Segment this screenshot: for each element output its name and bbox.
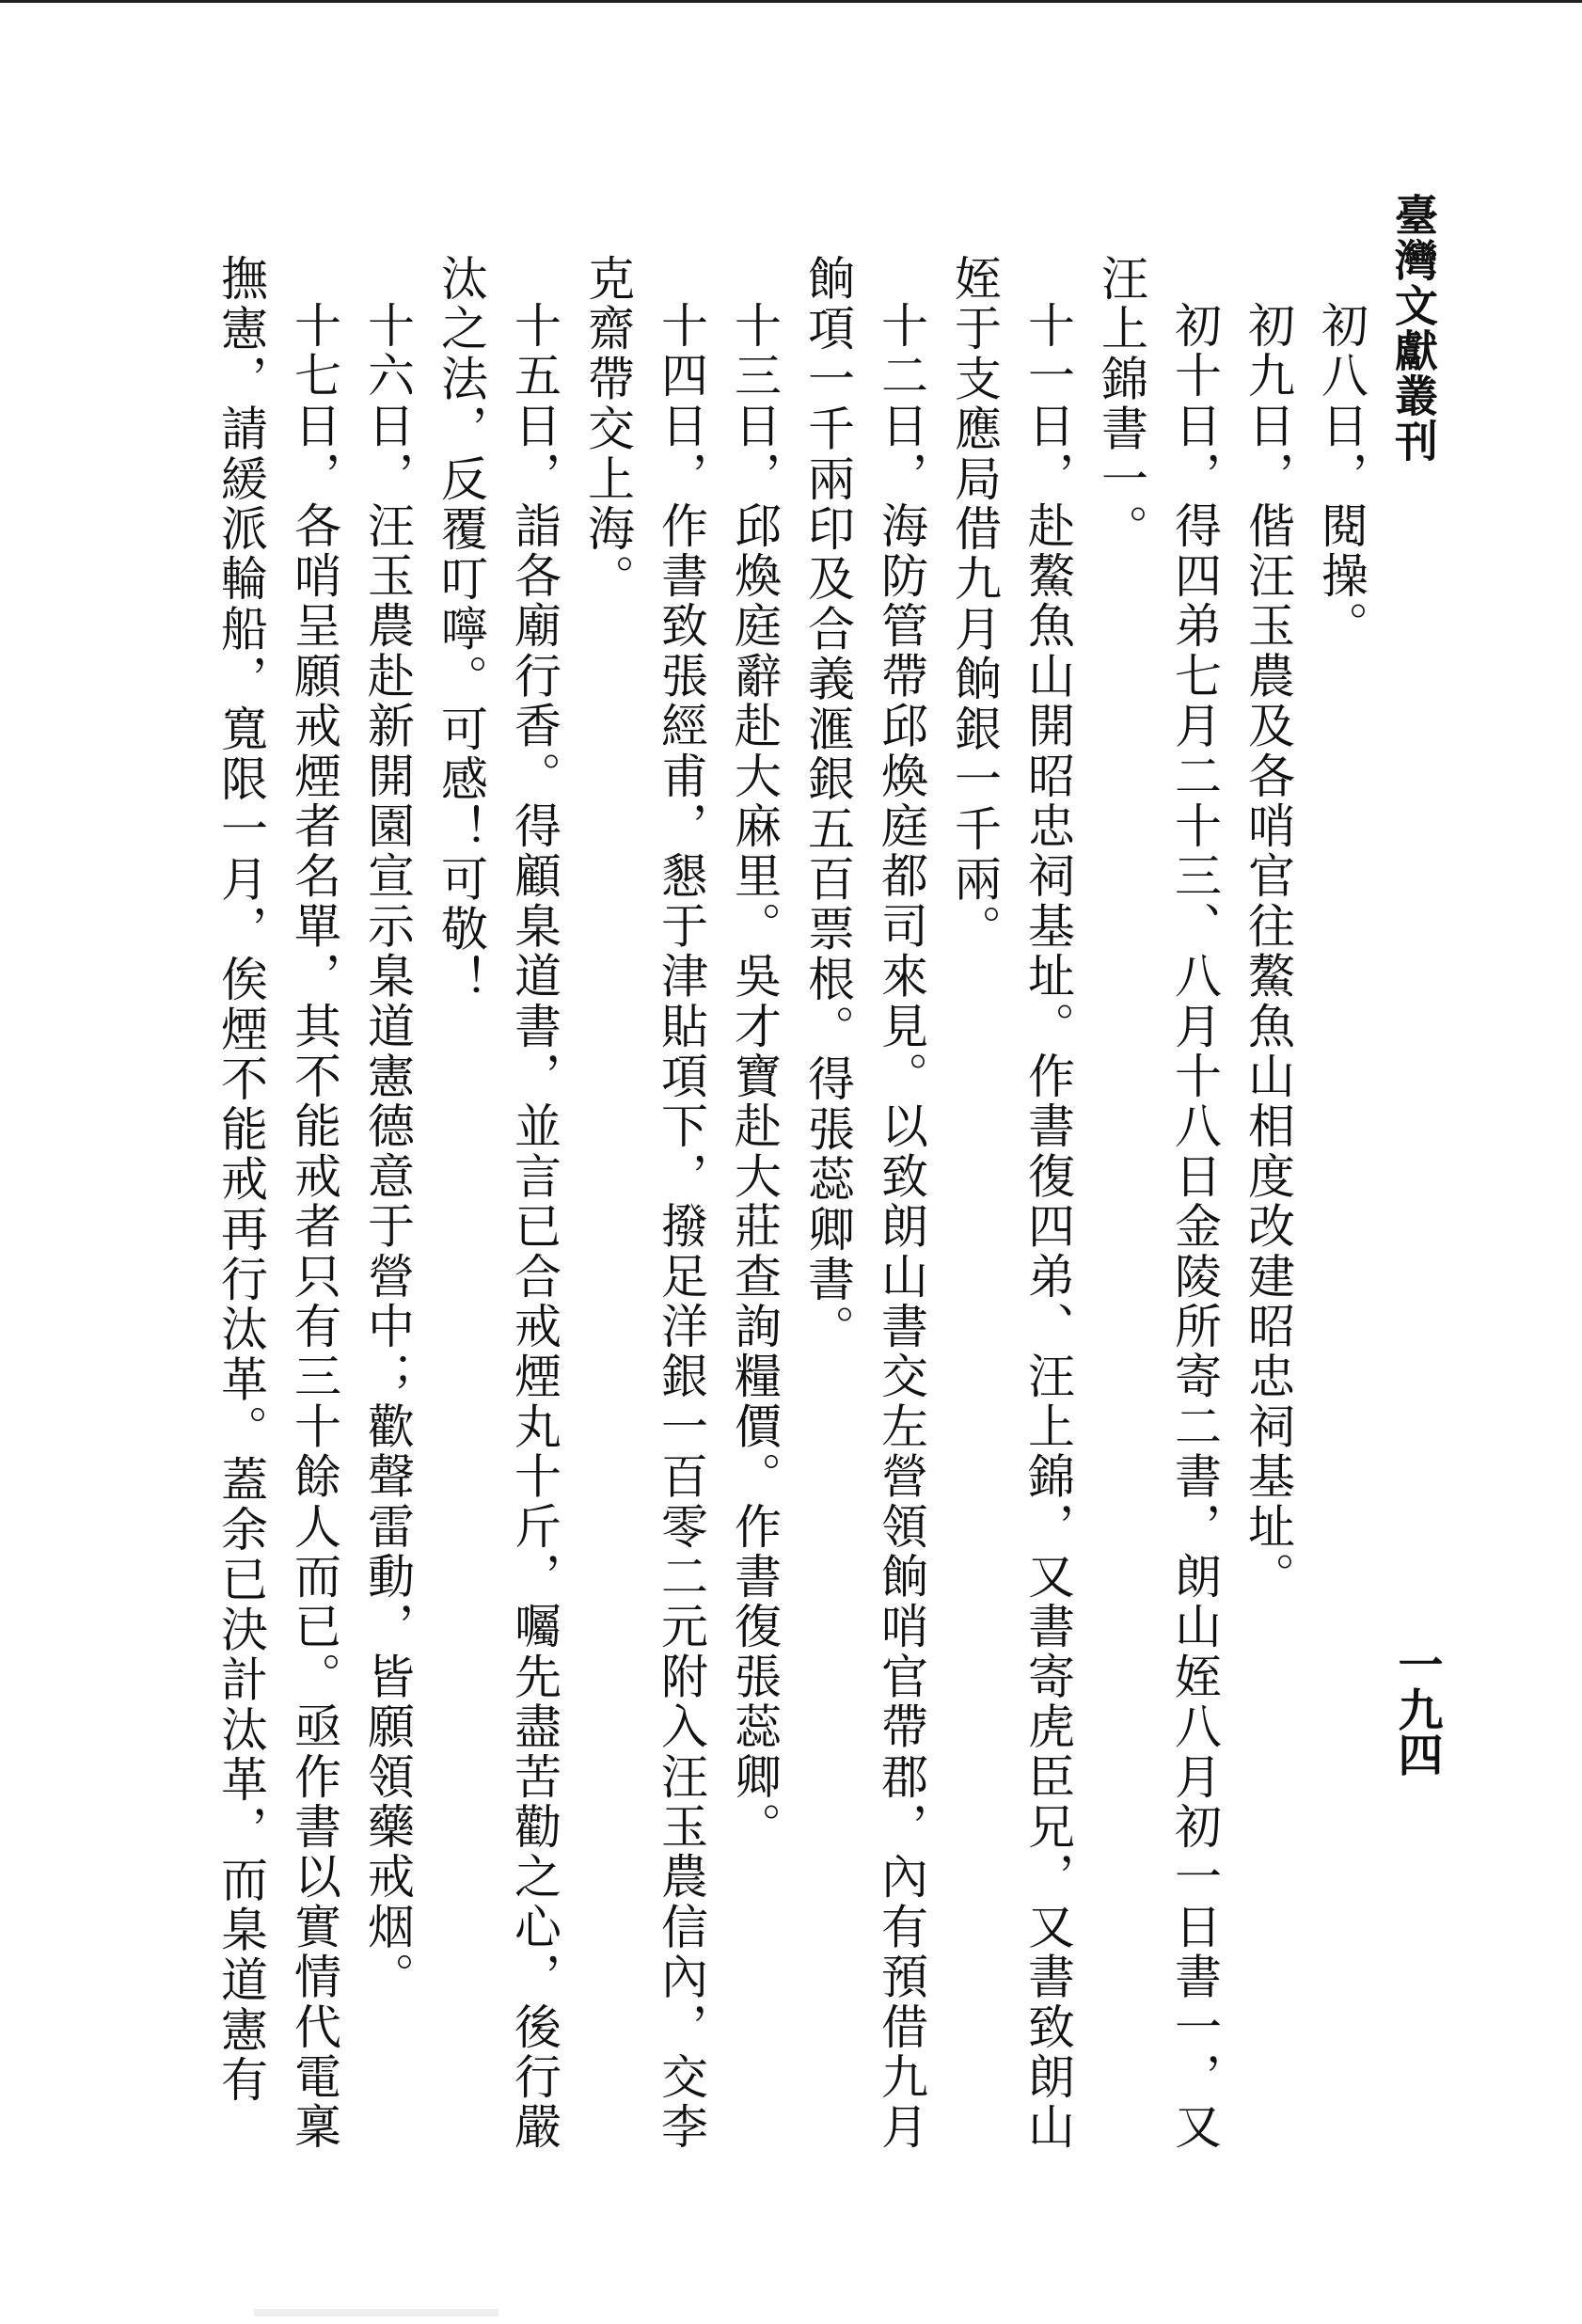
- diary-entry-day-8: 初八日，閱操。: [1314, 301, 1368, 652]
- top-border-line: [0, 0, 1582, 3]
- running-header-title: 臺灣文獻叢刊: [1388, 193, 1439, 464]
- diary-entry-day-16: 十六日，汪玉農赴新開園宣示臬道憲德意于營中；歡聲雷動，皆願領藥戒烟。: [360, 301, 415, 2002]
- diary-entry-day-13: 十三日，邱煥庭辭赴大麻里。吳才寶赴大莊查詢糧價。作書復張蕊卿。: [727, 301, 782, 1853]
- diary-entry-day-14: 十四日，作書致張經甫，懇于津貼項下，撥足洋銀一百零二元附入汪玉農信內，交李克齋帶交上海。: [580, 254, 708, 2153]
- diary-entry-day-12: 十二日，海防管帶邱煥庭都司來見。以致朗山書交左營領餉哨官帶郡，內有預借九月餉項一千兩印及合義滙銀五百票根。得張蕊卿書。: [800, 254, 928, 2153]
- diary-entry-day-17: 十七日，各哨呈願戒煙者名單，其不能戒者只有三十餘人而已。亟作書以實情代電稟撫憲，請緩派輪船，寬限一月，俟煙不能戒再行汰革。蓋余已決計汰革，而臬道憲有: [214, 254, 341, 2153]
- diary-entry-day-9: 初九日，偕汪玉農及各哨官往鰲魚山相度改建昭忠祠基址。: [1241, 301, 1295, 1603]
- diary-body: [202, 254, 1378, 2191]
- scan-smudge: [254, 2309, 498, 2316]
- diary-entry-day-11: 十一日，赴鰲魚山開昭忠祠基址。作書復四弟、汪上錦，又書寄虎臣兄，又書致朗山姪于支應局借九月餉銀一千兩。: [947, 254, 1075, 2153]
- diary-entry-day-10: 初十日，得四弟七月二十三、八月十八日金陵所寄二書，朗山姪八月初一日書一，又汪上錦書一。: [1094, 254, 1222, 2153]
- page-number: 一九四: [1390, 1641, 1443, 1777]
- diary-entry-day-15: 十五日，詣各廟行香。得顧臬道書，並言已合戒煙丸十斤，囑先盡苦勸之心，後行嚴汰之法，反覆叮嚀。可感！可敬！: [434, 254, 562, 2153]
